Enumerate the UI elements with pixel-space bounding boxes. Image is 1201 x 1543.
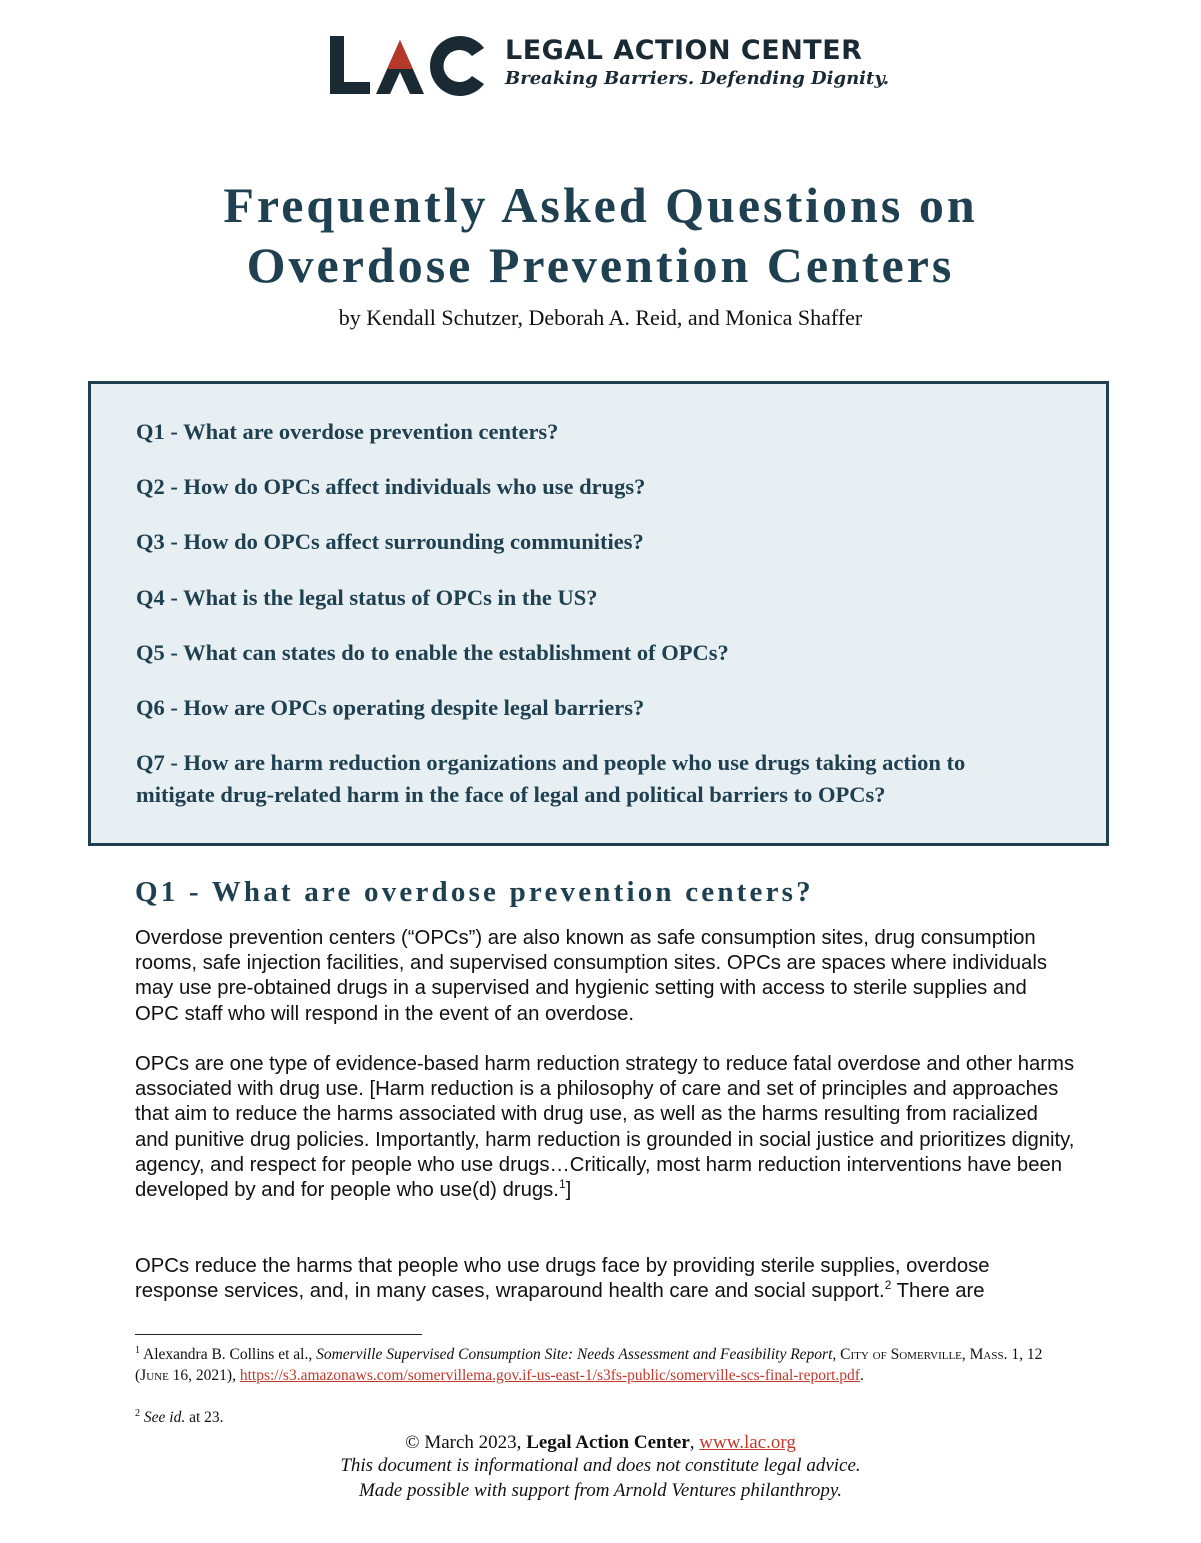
paragraph-2 — [135, 1052, 1075, 1203]
footnote-1 — [135, 1344, 1070, 1386]
section-heading-q1: Q1 - What are overdose prevention centers? — [135, 876, 814, 908]
footer-copyright — [0, 1430, 1201, 1455]
footnote-2 — [135, 1407, 1070, 1428]
org-tagline: Breaking Barriers. Defending Dignity. — [505, 68, 889, 89]
paragraph-1: Overdose prevention centers (“OPCs”) are also known as safe consumption sites, drug consumption rooms, safe injection facilities, and supervised consumption sites. OPCs are spaces where individuals may use pre-obtained drugs in a supervised and hygienic setting with access to sterile supplies and OPC staff who will respond in the event of an overdose. — [135, 927, 1047, 1025]
footnote-2-see: See id. — [140, 1409, 186, 1426]
footnote-ref-2[interactable]: 2 — [884, 1278, 892, 1293]
toc-item-q5[interactable]: Q5 - What can states do to enable the establishment of OPCs? — [136, 640, 729, 665]
footnote-1-authors: Alexandra B. Collins et al., — [140, 1346, 317, 1363]
footnote-1-end: . — [859, 1367, 864, 1384]
footnote-2-number: 2 — [135, 1407, 140, 1419]
page-title-line-1: Frequently Asked Questions on — [223, 177, 978, 233]
toc-item-q3[interactable]: Q3 - How do OPCs affect surrounding communities? — [136, 529, 644, 554]
toc-item-q6[interactable]: Q6 - How are OPCs operating despite legal barriers? — [136, 695, 645, 720]
paragraph-3-tail: There are — [891, 1280, 985, 1303]
footnote-1-link[interactable]: https://s3.amazonaws.com/somervillema.gov.if-us-east-1/s3fs-public/somerville-scs-final-report.pdf — [239, 1367, 860, 1384]
footer-copyright-text: © March 2023, — [405, 1432, 527, 1453]
logo-text — [505, 35, 889, 91]
footer-org: Legal Action Center — [526, 1432, 690, 1453]
footnote-1-title: Somerville Supervised Consumption Site: Needs Assessment and Feasibility Report — [316, 1346, 833, 1363]
footer-disclaimer: This document is informational and does not constitute legal advice. — [340, 1455, 861, 1476]
footnote-1-number: 1 — [135, 1344, 140, 1356]
lac-logo-icon — [328, 34, 488, 96]
paragraph-3 — [135, 1254, 1075, 1304]
paragraph-3-text: OPCs reduce the harms that people who use drugs face by providing sterile supplies, overdose response services, and, in many cases, wraparound health care and social support. — [135, 1255, 990, 1303]
paragraph-2-text: OPCs are one type of evidence-based harm reduction strategy to reduce fatal overdose and other harms associated with drug use. [Harm reduction is a philosophy of care and set of principles and approaches that aim to reduce the harms associated with drug use, as well as the harms resulting from racialized and punitive drug policies. Importantly, harm reduction is grounded in social justice and prioritizes dignity, agency, and respect for people who use drugs…Critically, most harm reduction interventions have been developed by and for people who use(d) drugs. — [135, 1053, 1075, 1202]
footnote-1-publisher: , City of Somerville, Mass. 1, 12 (June 16, 2021), — [135, 1346, 1043, 1384]
paragraph-2-end: ] — [565, 1179, 572, 1202]
footnote-2-rest: at 23. — [185, 1409, 224, 1426]
table-of-contents — [88, 381, 1109, 846]
footnote-ref-1[interactable]: 1 — [558, 1177, 566, 1192]
toc-item-q7-continued[interactable]: mitigate drug-related harm in the face of legal and political barriers to OPCs? — [136, 782, 886, 807]
lac-logo — [328, 34, 488, 96]
footer-support: Made possible with support from Arnold Ventures philanthropy. — [358, 1480, 843, 1501]
org-name: LEGAL ACTION CENTER — [505, 35, 863, 66]
toc-item-q7[interactable]: Q7 - How are harm reduction organizations and people who use drugs taking action to — [136, 750, 966, 775]
byline: by Kendall Schutzer, Deborah A. Reid, and Monica Shaffer — [338, 305, 863, 330]
toc-item-q1[interactable]: Q1 - What are overdose prevention centers? — [136, 419, 559, 444]
footer-sep: , — [689, 1432, 700, 1453]
toc-item-q4[interactable]: Q4 - What is the legal status of OPCs in the US? — [136, 585, 598, 610]
footer-website-link[interactable]: www.lac.org — [699, 1432, 796, 1453]
toc-item-q2[interactable]: Q2 - How do OPCs affect individuals who use drugs? — [136, 474, 646, 499]
page-title-line-2: Overdose Prevention Centers — [246, 237, 955, 293]
footnote-divider — [135, 1334, 422, 1335]
